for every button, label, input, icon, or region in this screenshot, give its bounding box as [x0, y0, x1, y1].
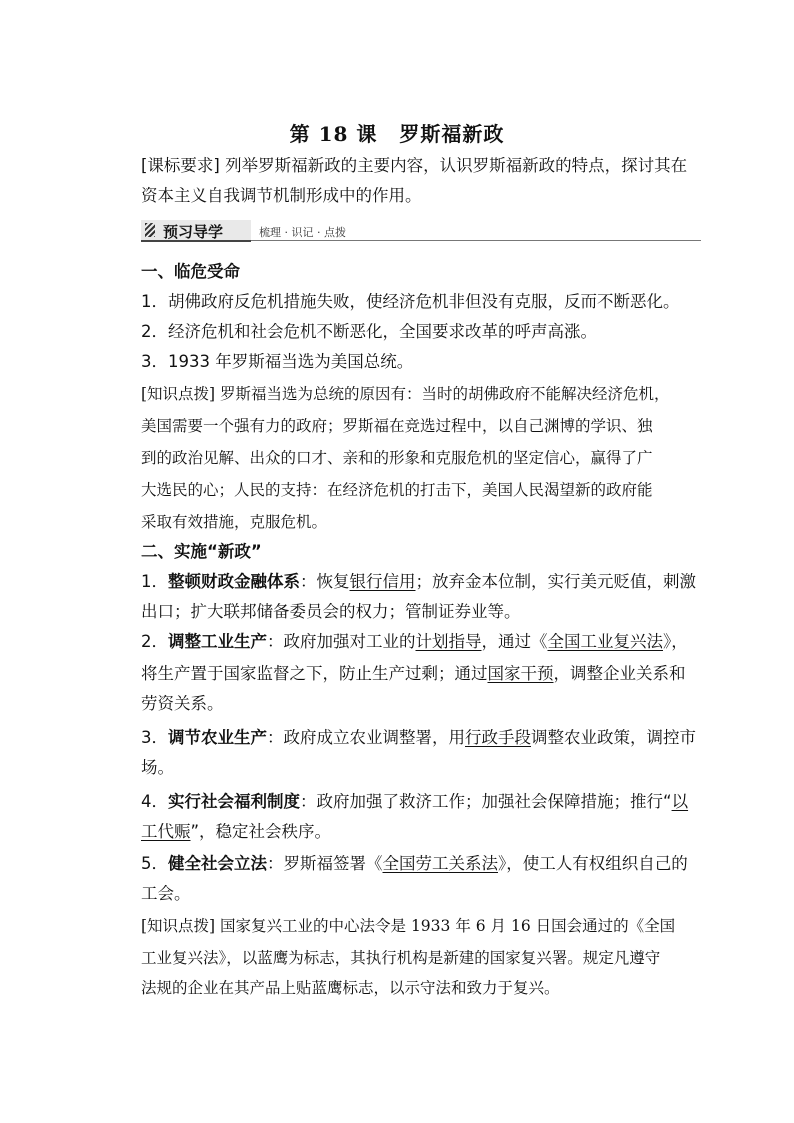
list-item-4-cont [141, 822, 681, 842]
list-item-3 [141, 728, 696, 748]
banner-tab [141, 220, 251, 242]
underlined-term: 全国劳工关系法 [382, 854, 498, 873]
tip-line: 大选民的心；人民的支持：在经济危机的打击下，美国人民渴望新的政府能 [141, 481, 653, 499]
tip-line: 工业复兴法》，以蓝鹰为标志，其执行机构是新建的国家复兴署。规定凡遵守 [141, 949, 661, 967]
item-number: 3． [141, 728, 168, 747]
list-item: 2．经济危机和社会危机不断恶化，全国要求改革的呼声高涨。 [141, 322, 597, 341]
list-item-2-cont [141, 664, 686, 684]
item-text: ：政府加强了救济工作；加强社会保障措施；推行“ [300, 792, 672, 811]
tip-line: 到的政治见解、出众的口才、亲和的形象和克服危机的坚定信心，赢得了广 [141, 449, 653, 467]
underlined-term: 工代赈 [141, 822, 191, 841]
list-item: 3．1933 年罗斯福当选为美国总统。 [141, 352, 414, 371]
underlined-term: 国家干预 [487, 664, 554, 683]
item-number: 4． [141, 792, 168, 811]
item-title: 调节农业生产 [168, 728, 267, 747]
banner-label: 预习导学 [163, 223, 224, 241]
tip-line: [知识点拨] 罗斯福当选为总统的原因有：当时的胡佛政府不能解决经济危机， [141, 385, 670, 403]
banner-divider [251, 240, 701, 241]
item-text: ”，稳定社会秩序。 [190, 822, 332, 841]
item-title: 整顿财政金融体系 [168, 572, 300, 591]
list-item-1-cont: 出口；扩大联邦储备委员会的权力；管制证券业等。 [141, 602, 521, 621]
item-text: ：恢复 [300, 572, 350, 591]
section-heading-1: 一、临危受命 [141, 262, 240, 281]
item-title: 实行社会福利制度 [168, 792, 300, 811]
list-item-1 [141, 572, 696, 592]
item-number: 2． [141, 632, 168, 651]
item-text: ：政府加强对工业的 [267, 632, 416, 651]
item-text: ，调整企业关系和 [553, 664, 686, 683]
list-item-2 [141, 632, 688, 652]
item-text: ：政府成立农业调整署，用 [267, 728, 465, 747]
lesson-name: 罗斯福新政 [399, 122, 505, 146]
list-item-2-cont: 劳资关系。 [141, 694, 224, 713]
list-item-5 [141, 854, 688, 874]
list-item: 1．胡佛政府反危机措施失败，使经济危机非但没有克服，反而不断恶化。 [141, 292, 680, 311]
list-item-4 [141, 792, 689, 812]
item-number: 5． [141, 854, 168, 873]
underlined-term: 银行信用 [349, 572, 416, 591]
banner-subtitle: 梳理 · 识记 · 点拨 [259, 226, 346, 239]
lesson-number: 第 18 课 [289, 122, 378, 146]
item-text: 将生产置于国家监督之下，防止生产过剩；通过 [141, 664, 488, 683]
item-number: 1． [141, 572, 168, 591]
item-text: 调整农业政策，调控市 [531, 728, 696, 747]
underlined-term: 行政手段 [465, 728, 531, 747]
item-text: 》，使工人有权组织自己的 [498, 854, 688, 873]
section-banner [141, 220, 701, 242]
list-item-3-cont: 场。 [141, 758, 174, 777]
item-text: ，通过《 [481, 632, 548, 651]
stripe-icon [145, 223, 155, 237]
underlined-term: 计划指导 [415, 632, 482, 651]
page-title [0, 118, 794, 147]
tip-line: 采取有效措施，克服危机。 [141, 513, 328, 531]
tip-line: [知识点拨] 国家复兴工业的中心法令是 1933 年 6 月 16 日国会通过的《全国 [141, 917, 676, 935]
item-title: 调整工业生产 [168, 632, 267, 651]
requirement-line-2: 资本主义自我调节机制形成中的作用。 [141, 186, 422, 205]
item-title: 健全社会立法 [168, 854, 267, 873]
tip-line: 美国需要一个强有力的政府；罗斯福在竞选过程中，以自己渊博的学识、独 [141, 417, 653, 435]
item-text: 》， [663, 632, 688, 651]
underlined-term: 以 [671, 792, 689, 811]
item-text: ；放弃金本位制，实行美元贬值，刺激 [415, 572, 696, 591]
list-item-5-cont: 工会。 [141, 884, 191, 903]
underlined-term: 全国工业复兴法 [547, 632, 663, 651]
item-text: ：罗斯福签署《 [267, 854, 383, 873]
section-heading-2: 二、实施“新政” [141, 542, 262, 561]
requirement-line-1: [课标要求] 列举罗斯福新政的主要内容，认识罗斯福新政的特点，探讨其在 [141, 156, 688, 175]
tip-line: 法规的企业在其产品上贴蓝鹰标志，以示守法和致力于复兴。 [141, 979, 560, 997]
